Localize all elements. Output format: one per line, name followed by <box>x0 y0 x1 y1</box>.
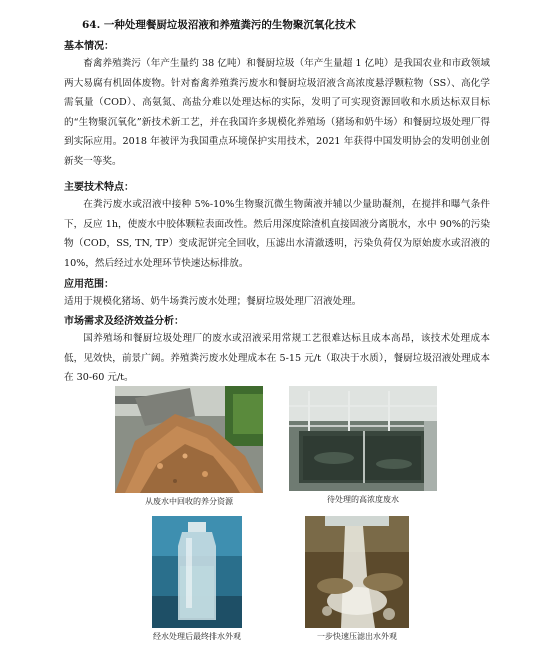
section-heading-market: 市场需求及经济效益分析： <box>64 316 184 327</box>
photo-final-discharge <box>152 516 242 628</box>
section-heading-scope: 应用范围： <box>64 279 114 290</box>
section-text-scope: 适用于规模化猪场、奶牛场粪污废水处理；餐厨垃圾处理厂沼液处理。 <box>64 296 362 307</box>
caption-recovered-nutrients: 从废水中回收的养分资源 <box>145 497 233 506</box>
photo-pressed-effluent <box>305 516 409 628</box>
section-heading-basic: 基本情况： <box>64 41 114 52</box>
section-text-basic: 畜禽养殖粪污（年产生量约 38 亿吨）和餐厨垃圾（年产生量超 1 亿吨）是我国农业和市政领域两大易腐有机固体废物。针对畜禽养殖粪污废水和餐厨垃圾沼液含高浓度悬浮颗粒物（SS）、高化学需氧量（COD）、高氨氮、高盐分难以处理达标的实际，发明了可实现资源回收和水质达标双目标的“生物聚沉氧化”新技术新工艺，并在我国许多规模化养殖场（猪场和奶牛场）和餐厨垃圾处理厂得到实际应用。2018 年被评为我国重点环境保护实用技术，2021 年获得中国发明协会的发明创业创新奖一等奖。 <box>64 58 490 167</box>
photo-recovered-nutrients <box>115 386 263 493</box>
caption-final-discharge: 经水处理后最终排水外观 <box>153 632 241 641</box>
section-text-features: 在粪污废水或沼液中接种 5%-10%生物聚沉微生物菌液并辅以少量助凝剂，在搅拌和曝气条件下，反应 1h，使废水中胶体颗粒表面改性。然后用深度除渣机直接固液分离脱水，水中 90%的污染物（COD，SS, TN, TP）变成泥饼完全回收，压滤出水清澈透明，污染负荷仅为原始废水或沼液的 10%，然后经过水处理环节快速达标排放。 <box>64 199 490 269</box>
document-title: 64. 一种处理餐厨垃圾沼液和养殖粪污的生物聚沉氧化技术 <box>82 19 356 31</box>
photo-raw-wastewater <box>289 386 437 491</box>
caption-pressed-effluent: 一步快速压滤出水外观 <box>317 632 397 641</box>
section-heading-features: 主要技术特点： <box>64 182 134 193</box>
caption-raw-wastewater: 待处理的高浓度废水 <box>327 495 399 504</box>
section-text-market: 国养殖场和餐厨垃圾处理厂的废水或沼液采用常规工艺很难达标且成本高昂，该技术处理成本低，见效快，前景广阔。养殖粪污废水处理成本在 5-15 元/t（取决于水质），餐厨垃圾沼液处理成本在 30-60 元/t。 <box>64 333 490 383</box>
